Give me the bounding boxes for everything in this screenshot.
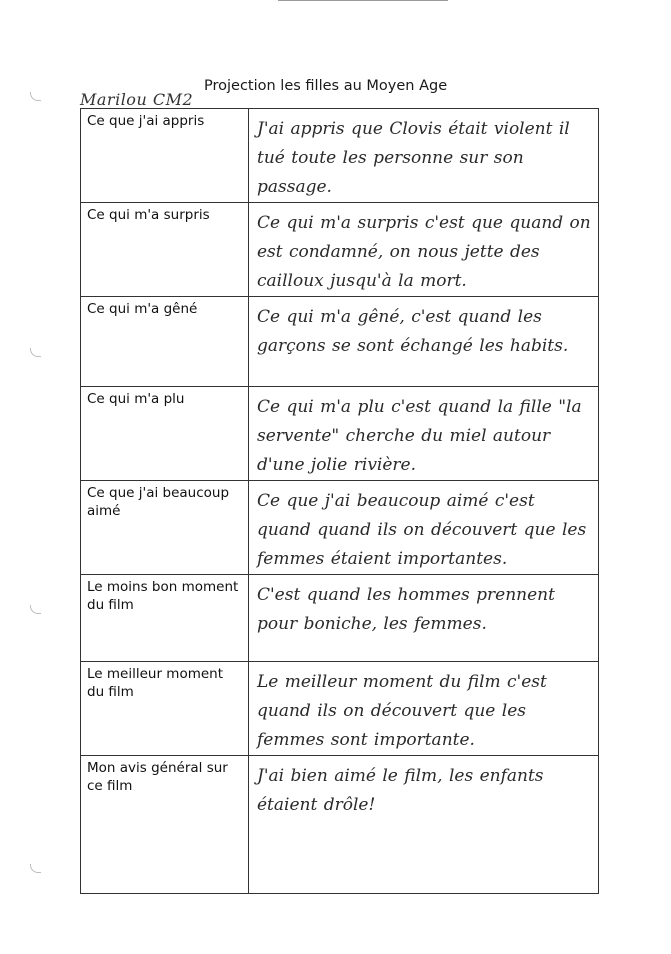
margin-mark bbox=[30, 92, 41, 101]
table-row bbox=[81, 481, 599, 575]
question-label: Ce qui m'a gêné bbox=[87, 301, 198, 317]
question-cell bbox=[81, 575, 249, 662]
question-label: Le meilleur moment du film bbox=[87, 666, 224, 700]
handwritten-answer: Ce qui m'a plu c'est quand la fille "la servente" cherche du miel autour d'une jolie rivière. bbox=[257, 397, 582, 475]
table-row bbox=[81, 203, 599, 297]
margin-mark bbox=[30, 348, 41, 357]
scan-edge-line bbox=[278, 0, 448, 1]
table-row bbox=[81, 297, 599, 387]
evaluation-table bbox=[80, 108, 599, 894]
answer-cell bbox=[249, 203, 599, 297]
handwritten-answer: C'est quand les hommes prennent pour boniche, les femmes. bbox=[257, 585, 555, 634]
answer-cell bbox=[249, 756, 599, 894]
margin-mark bbox=[30, 605, 41, 614]
question-label: Ce qui m'a plu bbox=[87, 391, 185, 407]
margin-mark bbox=[30, 864, 41, 873]
table-row bbox=[81, 756, 599, 894]
table-row bbox=[81, 109, 599, 203]
question-cell bbox=[81, 756, 249, 894]
handwritten-answer: Ce qui m'a gêné, c'est quand les garçons se sont échangé les habits. bbox=[257, 307, 569, 356]
question-label: Ce que j'ai beaucoup aimé bbox=[87, 485, 230, 519]
question-cell bbox=[81, 109, 249, 203]
question-cell bbox=[81, 387, 249, 481]
answer-cell bbox=[249, 575, 599, 662]
document-title: Projection les filles au Moyen Age bbox=[204, 78, 448, 94]
answer-cell bbox=[249, 297, 599, 387]
table-row bbox=[81, 575, 599, 662]
question-cell bbox=[81, 203, 249, 297]
question-cell bbox=[81, 662, 249, 756]
question-cell bbox=[81, 297, 249, 387]
answer-cell bbox=[249, 109, 599, 203]
handwritten-answer: Ce qui m'a surpris c'est que quand on est condamné, on nous jette des cailloux jusqu'à la mort. bbox=[257, 213, 591, 291]
question-label: Le moins bon moment du film bbox=[87, 579, 239, 613]
answer-cell bbox=[249, 481, 599, 575]
table-row bbox=[81, 662, 599, 756]
student-name: Marilou CM2 bbox=[80, 90, 194, 109]
table-row bbox=[81, 387, 599, 481]
handwritten-answer: J'ai bien aimé le film, les enfants étaient drôle! bbox=[257, 766, 544, 815]
answer-cell bbox=[249, 662, 599, 756]
handwritten-answer: J'ai appris que Clovis était violent il tué toute les personne sur son passage. bbox=[257, 119, 570, 197]
handwritten-answer: Ce que j'ai beaucoup aimé c'est quand quand ils on découvert que les femmes étaient importantes. bbox=[257, 491, 587, 569]
question-label: Ce qui m'a surpris bbox=[87, 207, 210, 223]
answer-cell bbox=[249, 387, 599, 481]
question-cell bbox=[81, 481, 249, 575]
question-label: Ce que j'ai appris bbox=[87, 113, 205, 129]
handwritten-answer: Le meilleur moment du film c'est quand ils on découvert que les femmes sont importante. bbox=[257, 672, 547, 750]
question-label: Mon avis général sur ce film bbox=[87, 760, 228, 794]
